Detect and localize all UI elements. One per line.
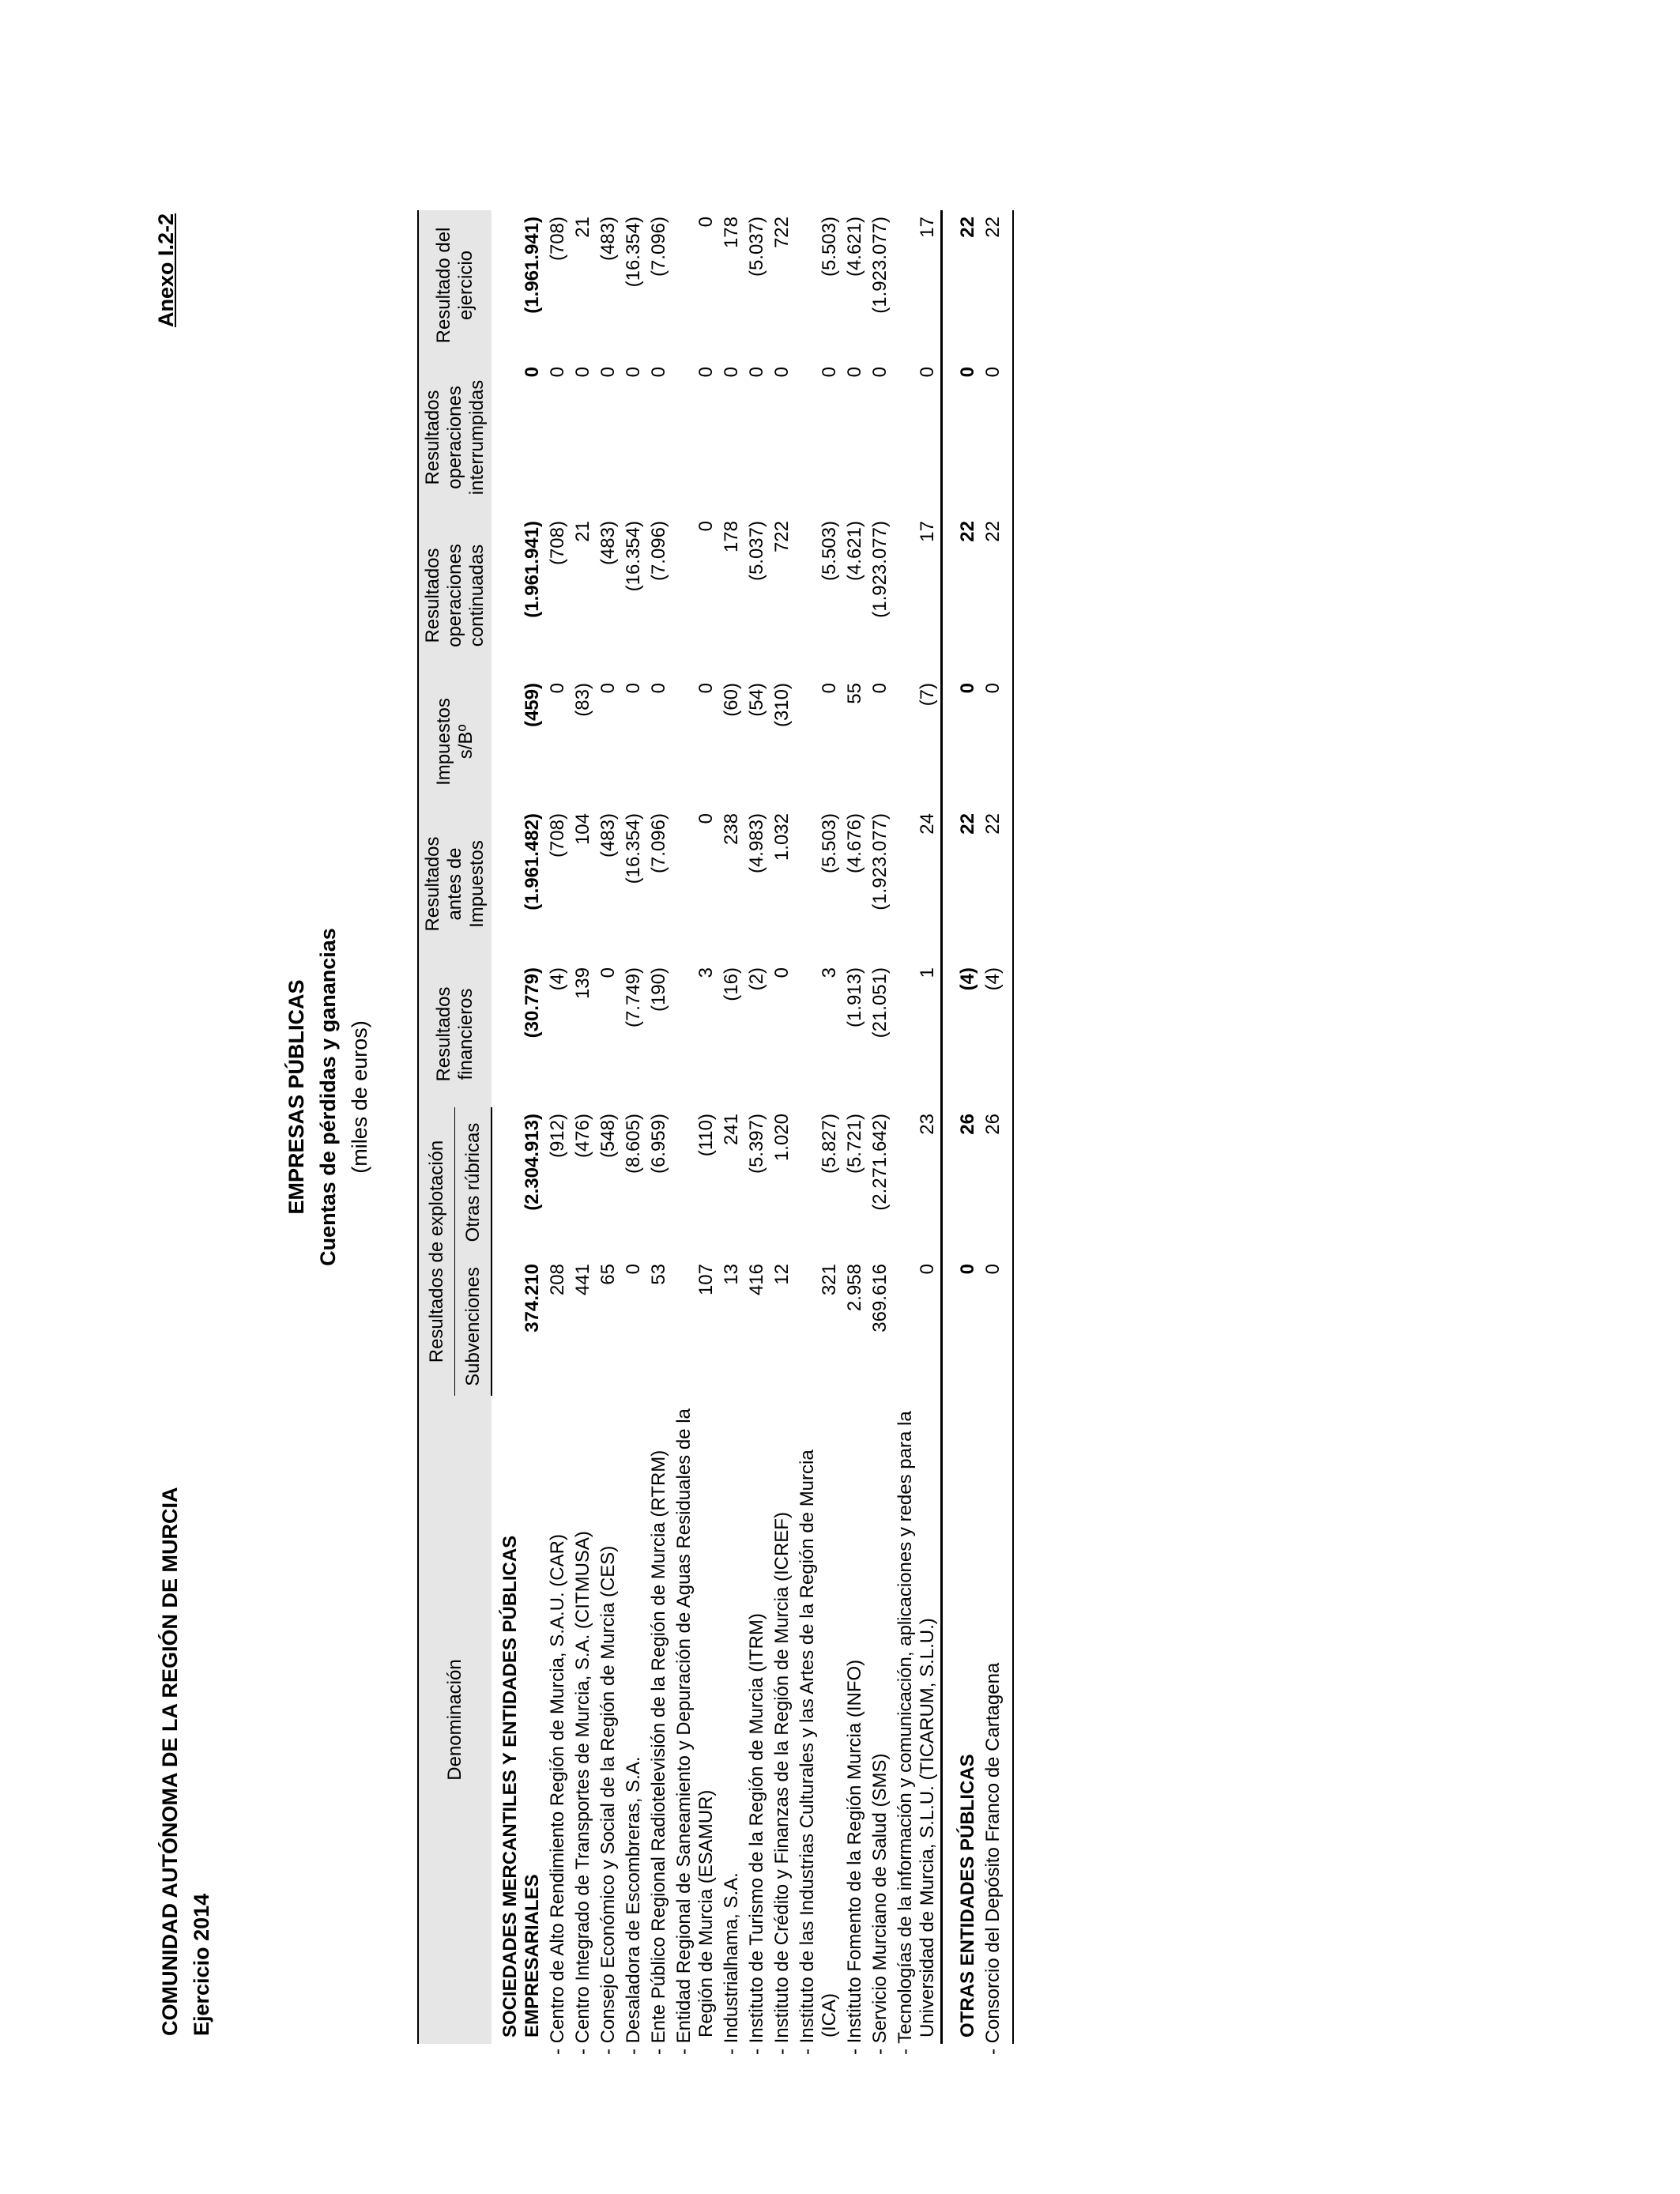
report-titles xyxy=(281,0,375,2194)
value-cell: 0 xyxy=(981,1257,1013,1396)
table-row xyxy=(795,210,842,2044)
value-cell: (4.621) xyxy=(844,521,865,582)
col-header-group-explotacion: Resultados de explotación xyxy=(418,1107,455,1396)
value-cell: (483) xyxy=(597,813,619,858)
table-row xyxy=(545,210,571,2044)
value-cell: 22 xyxy=(942,807,981,961)
value-cell: 17 xyxy=(917,217,938,238)
value-cell: 139 xyxy=(572,967,593,1000)
value-cell: 2.958 xyxy=(844,1264,865,1312)
value-cell: 0 xyxy=(547,683,568,694)
value-cell: (5.721) xyxy=(844,1114,865,1174)
value-cell: (7.749) xyxy=(623,967,644,1028)
table-row xyxy=(672,210,719,2044)
value-cell: 104 xyxy=(572,813,593,846)
value-cell: (8.605) xyxy=(623,1114,644,1174)
value-cell: (30.779) xyxy=(522,967,543,1039)
value-cell: 21 xyxy=(572,217,593,238)
col-header-interrumpidas: Resultados operaciones interrumpidas xyxy=(418,360,492,515)
value-cell: 0 xyxy=(522,367,543,378)
value-cell: (5.503) xyxy=(819,813,840,874)
value-cell: (476) xyxy=(572,1114,593,1159)
value-cell: (7.096) xyxy=(648,217,669,277)
value-cell: (459) xyxy=(522,683,543,728)
value-cell: 53 xyxy=(648,1264,669,1285)
col-header-name: Denominación xyxy=(418,1396,492,2044)
value-cell: (1.923.077) xyxy=(869,217,891,314)
value-cell: 0 xyxy=(695,683,717,694)
value-cell: 26 xyxy=(981,1107,1013,1257)
value-cell: (16.354) xyxy=(623,217,644,288)
value-cell: (708) xyxy=(547,813,568,858)
value-cell: (5.827) xyxy=(819,1114,840,1174)
value-cell: 0 xyxy=(597,367,619,378)
value-cell: 722 xyxy=(771,217,793,249)
col-header-financieros: Resultados financieros xyxy=(418,961,492,1107)
value-cell: (5.503) xyxy=(819,217,840,277)
value-cell: 0 xyxy=(597,683,619,694)
value-cell: (7.096) xyxy=(648,521,669,582)
entity-name: - Consorcio del Depósito Franco de Cartagena xyxy=(981,1396,1013,2044)
entity-name: - Ente Público Regional Radiotelevisión de la Región de Murcia (RTRM) xyxy=(648,1449,669,2055)
value-cell: (6.959) xyxy=(648,1114,669,1174)
entity-name: - Tecnologías de la información y comunicación, aplicaciones y redes para la Universidad de Murcia, S.L.U. (TICARUM, S.L.U.) xyxy=(895,1411,938,2055)
section-total-row xyxy=(492,210,545,2044)
value-cell: (1.923.077) xyxy=(869,813,891,910)
value-cell: (4.983) xyxy=(746,813,767,874)
value-cell: (7) xyxy=(917,683,938,707)
value-cell: 0 xyxy=(844,367,865,378)
report-units: (miles de euros) xyxy=(348,1020,371,1174)
value-cell: 0 xyxy=(869,367,891,378)
value-cell: (4.676) xyxy=(844,813,865,874)
value-cell: 0 xyxy=(623,1264,644,1275)
table-row xyxy=(893,210,942,2044)
value-cell: (1.961.482) xyxy=(522,813,543,910)
value-cell: 0 xyxy=(695,217,717,228)
value-cell: (16) xyxy=(721,967,742,1001)
entity-name: OTRAS ENTIDADES PÚBLICAS xyxy=(942,1396,981,2044)
value-cell: 0 xyxy=(695,367,717,378)
value-cell: 26 xyxy=(942,1107,981,1257)
value-cell: 1.032 xyxy=(771,813,793,861)
value-cell: 0 xyxy=(942,360,981,515)
value-cell: 107 xyxy=(695,1264,717,1296)
entity-name: - Desaladora de Escombreras, S.A. xyxy=(623,1756,644,2055)
value-cell: (190) xyxy=(648,967,669,1012)
value-cell: (5.397) xyxy=(746,1114,767,1174)
value-cell: 1.020 xyxy=(771,1114,793,1162)
value-cell: (21.051) xyxy=(869,967,891,1039)
value-cell: 441 xyxy=(572,1264,593,1296)
value-cell: 65 xyxy=(597,1264,619,1285)
value-cell: 0 xyxy=(623,367,644,378)
col-header-continuadas: Resultados operaciones continuadas xyxy=(418,515,492,677)
value-cell: 0 xyxy=(981,677,1013,807)
value-cell: 22 xyxy=(981,807,1013,961)
value-cell: (310) xyxy=(771,683,793,728)
value-cell: 0 xyxy=(819,367,840,378)
table-row xyxy=(868,210,893,2044)
value-cell: 416 xyxy=(746,1264,767,1296)
value-cell: 0 xyxy=(771,367,793,378)
table-row xyxy=(646,210,672,2044)
entity-name: - Servicio Murciano de Salud (SMS) xyxy=(869,1753,891,2055)
value-cell: (16.354) xyxy=(623,521,644,592)
value-cell: (483) xyxy=(597,217,619,262)
value-cell: (83) xyxy=(572,683,593,717)
fiscal-year: Ejercicio 2014 xyxy=(190,1893,213,2036)
value-cell: 208 xyxy=(547,1264,568,1296)
value-cell: 0 xyxy=(869,683,891,694)
table-row xyxy=(981,210,1013,2044)
entity-name: - Instituto de Turismo de la Región de Murcia (ITRM) xyxy=(746,1613,767,2055)
value-cell: 369.616 xyxy=(869,1264,891,1333)
value-cell: (2.271.642) xyxy=(869,1114,891,1211)
table-body xyxy=(492,210,1013,2055)
value-cell: (4) xyxy=(942,961,981,1107)
table-row xyxy=(719,210,744,2044)
value-cell: (1.913) xyxy=(844,967,865,1028)
value-cell: 0 xyxy=(819,683,840,694)
document-header xyxy=(154,1487,217,2036)
entity-name: SOCIEDADES MERCANTILES Y ENTIDADES PÚBLICAS EMPRESARIALES xyxy=(499,1535,543,2038)
value-cell: (1.961.941) xyxy=(522,217,543,314)
value-cell: (7.096) xyxy=(648,813,669,874)
organization-name: COMUNIDAD AUTÓNOMA DE LA REGIÓN DE MURCIA xyxy=(158,1487,182,2036)
value-cell: 0 xyxy=(572,367,593,378)
value-cell: 0 xyxy=(547,367,568,378)
value-cell: (2) xyxy=(746,967,767,991)
value-cell: (60) xyxy=(721,683,742,717)
value-cell: (110) xyxy=(695,1114,717,1157)
value-cell: 238 xyxy=(721,813,742,846)
value-cell: 0 xyxy=(648,683,669,694)
value-cell: 23 xyxy=(917,1114,938,1135)
value-cell: (16.354) xyxy=(623,813,644,884)
value-cell: (5.503) xyxy=(819,521,840,582)
entity-name: - Instituto de Crédito y Finanzas de la Región de Murcia (ICREF) xyxy=(771,1512,793,2055)
value-cell: 0 xyxy=(623,683,644,694)
value-cell: 241 xyxy=(721,1114,742,1146)
value-cell: 0 xyxy=(648,367,669,378)
table-row xyxy=(842,210,868,2044)
value-cell: 0 xyxy=(942,677,981,807)
value-cell: (708) xyxy=(547,217,568,262)
value-cell: 55 xyxy=(844,683,865,704)
value-cell: (5.037) xyxy=(746,521,767,582)
table-row xyxy=(770,210,795,2044)
financial-table xyxy=(417,210,1014,2055)
table-row xyxy=(571,210,596,2044)
value-cell: 374.210 xyxy=(522,1264,543,1333)
value-cell: 22 xyxy=(981,515,1013,677)
value-cell: (1.923.077) xyxy=(869,521,891,618)
value-cell: 22 xyxy=(942,515,981,677)
col-header-impuestos: Impuestos s/Bº xyxy=(418,677,492,807)
value-cell: 13 xyxy=(721,1264,742,1285)
value-cell: (54) xyxy=(746,683,767,717)
table-row xyxy=(621,210,646,2044)
value-cell: 21 xyxy=(572,521,593,542)
col-header-ejercicio: Resultado del ejercicio xyxy=(418,210,492,360)
table-header xyxy=(418,210,492,2044)
value-cell: 0 xyxy=(771,967,793,978)
report-title: EMPRESAS PÚBLICAS xyxy=(284,979,308,1215)
col-header-otras-rubricas: Otras rúbricas xyxy=(455,1107,492,1257)
value-cell: (5.037) xyxy=(746,217,767,277)
value-cell: (483) xyxy=(597,521,619,566)
value-cell: (708) xyxy=(547,521,568,566)
value-cell: 24 xyxy=(917,813,938,835)
value-cell: 178 xyxy=(721,217,742,249)
value-cell: 3 xyxy=(695,967,717,978)
value-cell: 0 xyxy=(746,367,767,378)
entity-name: - Instituto Fomento de la Región Murcia (INFO) xyxy=(844,1659,865,2055)
value-cell: 12 xyxy=(771,1264,793,1285)
value-cell: (4.621) xyxy=(844,217,865,277)
value-cell: (4) xyxy=(981,961,1013,1107)
value-cell: 0 xyxy=(981,360,1013,515)
section-total-row xyxy=(942,210,981,2044)
table-row xyxy=(744,210,770,2044)
entity-name: - Centro de Alto Rendimiento Región de Murcia, S.A.U. (CAR) xyxy=(547,1534,568,2055)
value-cell: 722 xyxy=(771,521,793,553)
value-cell: 0 xyxy=(917,1264,938,1275)
value-cell: (1.961.941) xyxy=(522,521,543,618)
value-cell: 0 xyxy=(695,813,717,824)
value-cell: 22 xyxy=(942,210,981,360)
col-header-antes-impuestos: Resultados antes de Impuestos xyxy=(418,807,492,961)
value-cell: 321 xyxy=(819,1264,840,1296)
entity-name: - Consejo Económico y Social de la Región de Murcia (CES) xyxy=(597,1545,619,2055)
col-header-subvenciones: Subvenciones xyxy=(455,1257,492,1396)
value-cell: 1 xyxy=(917,967,938,978)
value-cell: 0 xyxy=(942,1257,981,1396)
entity-name: - Industrialhama, S.A. xyxy=(721,1872,742,2055)
value-cell: (2.304.913) xyxy=(522,1114,543,1211)
value-cell: (4) xyxy=(547,967,568,991)
value-cell: 22 xyxy=(981,210,1013,360)
value-cell: (912) xyxy=(547,1114,568,1159)
value-cell: 0 xyxy=(917,367,938,378)
value-cell: 17 xyxy=(917,521,938,542)
value-cell: (548) xyxy=(597,1114,619,1159)
value-cell: 0 xyxy=(695,521,717,532)
entity-name: - Instituto de las Industrias Culturales y las Artes de la Región de Murcia (ICA) xyxy=(797,1449,840,2055)
annex-label: Anexo I.2-2 xyxy=(154,213,178,328)
value-cell: 3 xyxy=(819,967,840,978)
value-cell: 0 xyxy=(597,967,619,978)
table-row xyxy=(596,210,621,2044)
value-cell: 0 xyxy=(721,367,742,378)
entity-name: - Centro Integrado de Transportes de Murcia, S.A. (CITMUSA) xyxy=(572,1531,593,2055)
report-subtitle: Cuentas de pérdidas y ganancias xyxy=(316,928,340,1266)
value-cell: 178 xyxy=(721,521,742,553)
entity-name: - Entidad Regional de Saneamiento y Depuración de Aguas Residuales de la Región de Murcia (ESAMUR) xyxy=(673,1408,717,2055)
